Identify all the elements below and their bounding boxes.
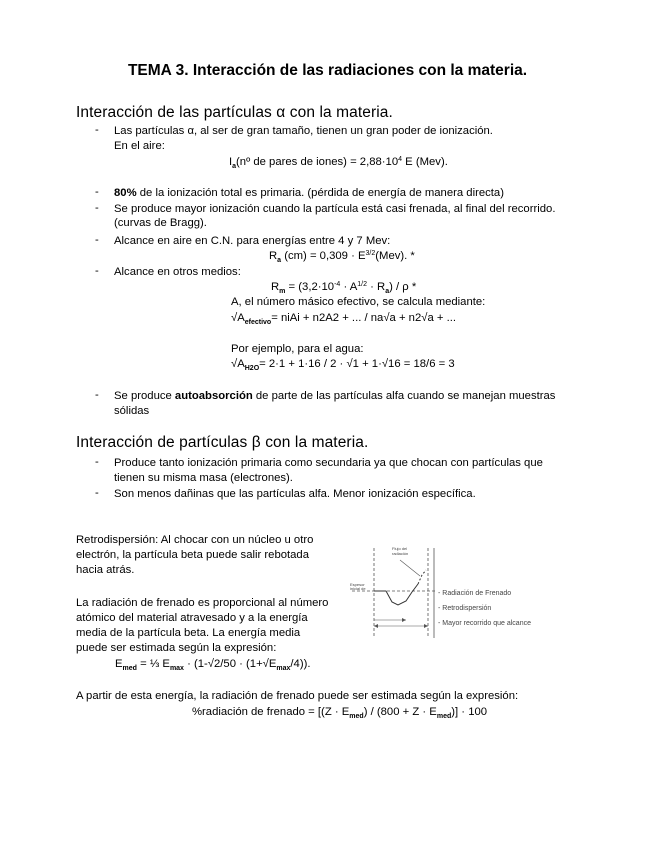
formula-range-media: $R_m = (3,2\cdot 10^{-4} \cdot A^{1/2} \cdot R_a) / \rho$ * [271,281,417,295]
alpha-bullet-1-line-2: En el aire: [114,140,165,152]
bullet-dash: - [95,487,99,499]
bullet-dash: - [95,265,99,277]
bullet-dash: - [95,234,99,246]
alpha-bullet-2: 80% de la ionización total es primaria. (pérdida de energía de manera directa) [114,187,504,199]
effective-mass-text: A, el número másico efectivo, se calcula mediante: [231,296,486,308]
bremsstrahlung-line-3: media de la partícula beta. La energía media [76,627,301,639]
figure-left-label-1: Espesor [350,582,365,587]
figure-top-label-2: radiación [392,551,409,556]
alpha-bullet-1-line-1: Las partículas α, al ser de gran tamaño, tienen un gran poder de ionización. [114,125,493,137]
label-pointer [400,560,420,576]
beta-range-figure [340,540,580,640]
beta-bullet-1-line-1: Produce tanto ionización primaria como secundaria ya que chocan con partículas que [114,457,543,469]
legend-bremsstrahlung: - Radiación de Frenado [438,590,512,597]
bullet-dash: - [95,186,99,198]
water-example-text: Por ejemplo, para el agua: [231,343,364,355]
beta-section-heading: Interacción de partículas β con la materia. [76,434,369,451]
figure-top-label-1: Flujo del [392,546,408,551]
bullet-dash: - [95,456,99,468]
arrow-right-icon [402,618,406,622]
alpha-bullet-4: Alcance en aire en C.N. para energías entre 4 y 7 Mev: [114,235,391,247]
alpha-bullet-5: Alcance en otros medios: [114,266,241,278]
beta-bullet-2: Son menos dañinas que las partículas alfa. Menor ionización específica. [114,488,476,500]
arrow-left-icon [374,624,378,628]
formula-ionization: $I_a(nº$ de pares de iones) = $2,88\cdot 10^4$ E (Mev). [229,156,448,170]
legend-backscatter: - Retrodispersión [438,605,492,612]
bremsstrahlung-line-1: La radiación de frenado es proporcional al número [76,597,329,609]
backscatter-line-3: hacia atrás. [76,564,135,576]
alpha-section-heading: Interacción de las partículas α con la materia. [76,104,393,121]
formula-water: $√A_{H2O}= 2\cdot 1 + 1\cdot 16 / 2 \cdot √1 + 1\cdot√16 = 18/6 = 3$ [231,358,455,372]
arrow-right-icon [424,624,428,628]
bullet-dash: - [95,202,99,214]
bullet-dash: - [95,124,99,136]
figure-left-label-2: inicial de [350,586,366,591]
formula-mean-energy: $E_{med}$ = ⅓ $E_{max} \cdot (1-√2/50 \cdot (1+√E_{max}/4))$. [115,658,311,672]
beta-bullet-1-line-2: tienen su misma masa (electrones). [114,472,293,484]
backscatter-line-1: Retrodispersión: Al chocar con un núcleo u otro [76,534,314,546]
alpha-bullet-6-line-2: sólidas [114,405,150,417]
alpha-bullet-3-line-1: Se produce mayor ionización cuando la partícula está casi frenada, al final del recorrido. [114,203,556,215]
page-title: TEMA 3. Interacción de las radiaciones con la materia. [127,62,528,79]
alpha-bullet-3-line-2: (curvas de Bragg). [114,217,207,229]
legend-max-range: - Mayor recorrido que alcance [438,620,531,627]
flux-curve [374,584,418,605]
formula-bremsstrahlung-percent: %radiación de frenado = $[(Z \cdot E_{med}) / (800 + Z \cdot E_{med})] \cdot 100$ [192,706,488,720]
alpha-bullet-6-line-1: Se produce autoabsorción de parte de las partículas alfa cuando se manejan muestras [114,390,556,402]
formula-effective-mass: $√A_{efectivo}=$ niAi + n2A2 + ... / na√a + n2√a + ... [231,312,457,326]
backscatter-line-2: electrón, la partícula beta puede salir rebotada [76,549,309,561]
flux-curve-tail [418,570,426,584]
bremsstrahlung-line-4: puede ser estimada según la expresión: [76,642,277,654]
estimation-text: A partir de esta energía, la radiación de frenado puede ser estimada según la expresión: [76,690,519,702]
bullet-dash: - [95,389,99,401]
formula-range-air: $R_a$ $(cm) = 0,309 \cdot E^{3/2}(Mev)$. * [269,250,415,264]
bremsstrahlung-line-2: atómico del material atravesado y a la energía [76,612,308,624]
